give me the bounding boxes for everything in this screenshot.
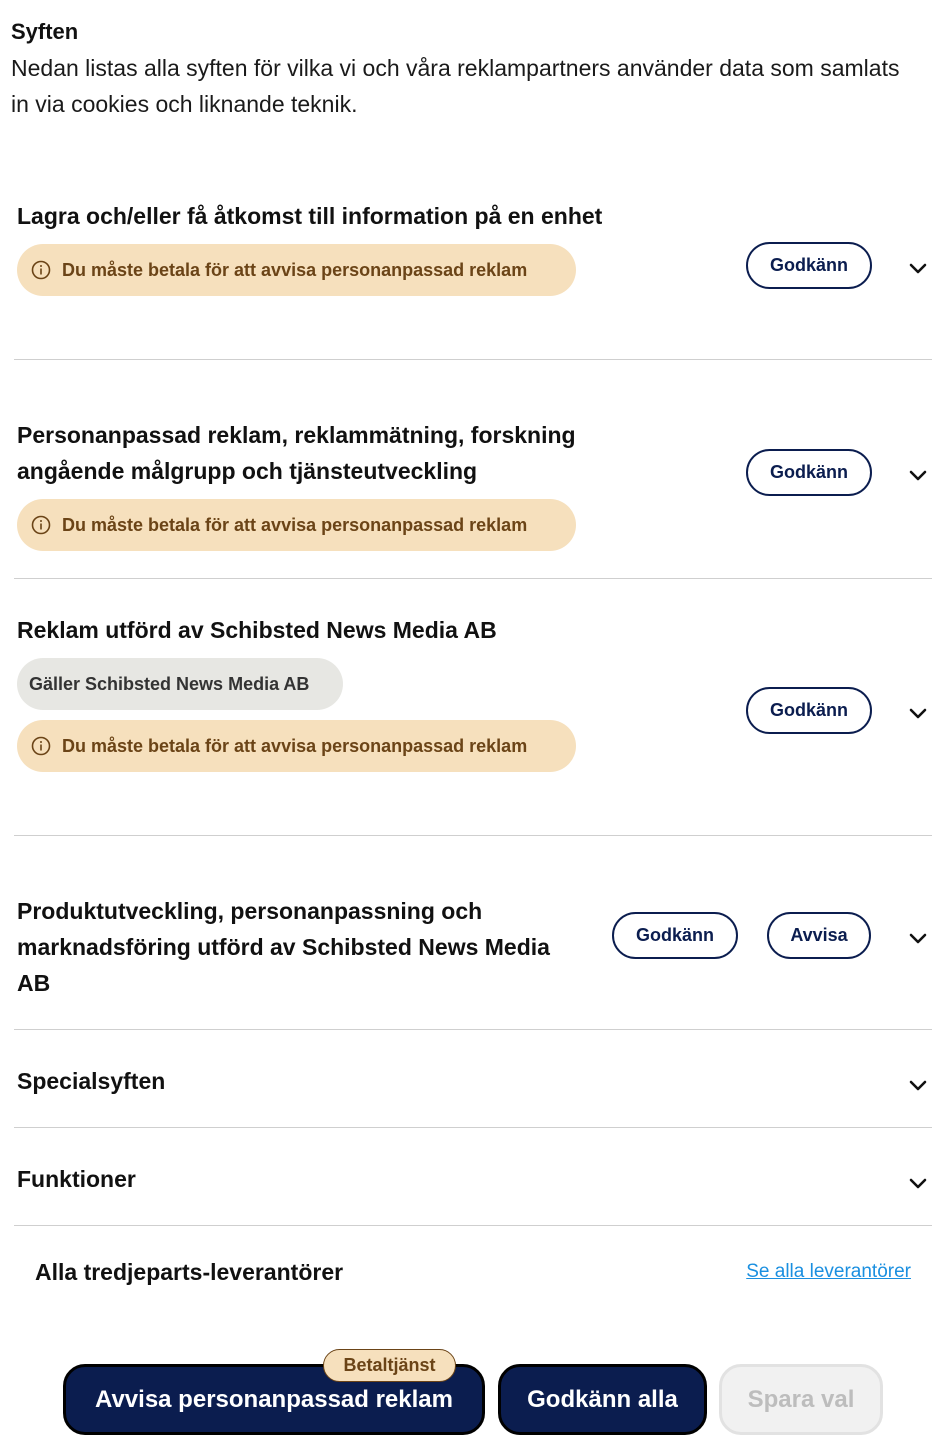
paid-notice bbox=[17, 720, 576, 772]
save-choices-button[interactable]: Spara val bbox=[719, 1364, 883, 1435]
chevron-down-icon[interactable] bbox=[906, 463, 930, 487]
section-title-special-purposes[interactable]: Specialsyften bbox=[17, 1068, 166, 1094]
chevron-down-icon[interactable] bbox=[906, 1171, 930, 1195]
purpose-title-personalised-ads-line2: angående målgrupp och tjänsteutveckling bbox=[17, 458, 478, 484]
paid-notice bbox=[17, 244, 576, 296]
paid-notice bbox=[17, 499, 576, 551]
reject-button-product-development[interactable]: Avvisa bbox=[767, 912, 871, 959]
chevron-down-icon[interactable] bbox=[906, 701, 930, 725]
section-title-features[interactable]: Funktioner bbox=[17, 1166, 136, 1192]
info-icon bbox=[31, 260, 51, 280]
paid-notice-text: Du måste betala för att avvisa personanpassad reklam bbox=[62, 259, 528, 280]
info-icon bbox=[31, 736, 51, 756]
chevron-down-icon[interactable] bbox=[906, 1073, 930, 1097]
see-all-vendors-link[interactable]: Se alla leverantörer bbox=[746, 1261, 911, 1282]
accept-all-button[interactable]: Godkänn alla bbox=[498, 1364, 707, 1435]
accept-button-storage[interactable]: Godkänn bbox=[746, 242, 872, 289]
paid-notice-text: Du måste betala för att avvisa personanpassad reklam bbox=[62, 514, 528, 535]
purpose-title-product-development: Produktutveckling, personanpassning och bbox=[17, 898, 483, 924]
divider bbox=[14, 359, 932, 360]
reject-personalised-ads-button[interactable]: Avvisa personanpassad reklam bbox=[63, 1364, 485, 1435]
intro-text: Nedan listas alla syften för vilka vi och våra reklampartners använder data som samlats in via cookies och liknande teknik. bbox=[11, 55, 900, 117]
purpose-title-personalised-ads: Personanpassad reklam, reklammätning, forskning bbox=[17, 422, 576, 448]
purpose-title-schibsted-ads: Reklam utförd av Schibsted News Media AB bbox=[17, 617, 497, 643]
divider bbox=[14, 578, 932, 579]
divider bbox=[14, 1225, 932, 1226]
paid-service-badge: Betaltjänst bbox=[323, 1349, 456, 1382]
vendor-tag: Gäller Schibsted News Media AB bbox=[17, 658, 343, 710]
vendors-label: Alla tredjeparts-leverantörer bbox=[35, 1259, 344, 1285]
accept-button-product-development[interactable]: Godkänn bbox=[612, 912, 738, 959]
chevron-down-icon[interactable] bbox=[906, 926, 930, 950]
intro bbox=[11, 16, 911, 122]
info-icon bbox=[31, 515, 51, 535]
divider bbox=[14, 1029, 932, 1030]
divider bbox=[14, 835, 932, 836]
chevron-down-icon[interactable] bbox=[906, 256, 930, 280]
accept-button-personalised-ads[interactable]: Godkänn bbox=[746, 449, 872, 496]
purpose-title-product-development-line2: marknadsföring utförd av Schibsted News Media bbox=[17, 934, 550, 960]
accept-button-schibsted-ads[interactable]: Godkänn bbox=[746, 687, 872, 734]
intro-title: Syften bbox=[11, 19, 79, 44]
purpose-title-product-development-line3: AB bbox=[17, 970, 51, 996]
purpose-title-storage: Lagra och/eller få åtkomst till information på en enhet bbox=[17, 203, 603, 229]
paid-notice-text: Du måste betala för att avvisa personanpassad reklam bbox=[62, 735, 528, 756]
divider bbox=[14, 1127, 932, 1128]
